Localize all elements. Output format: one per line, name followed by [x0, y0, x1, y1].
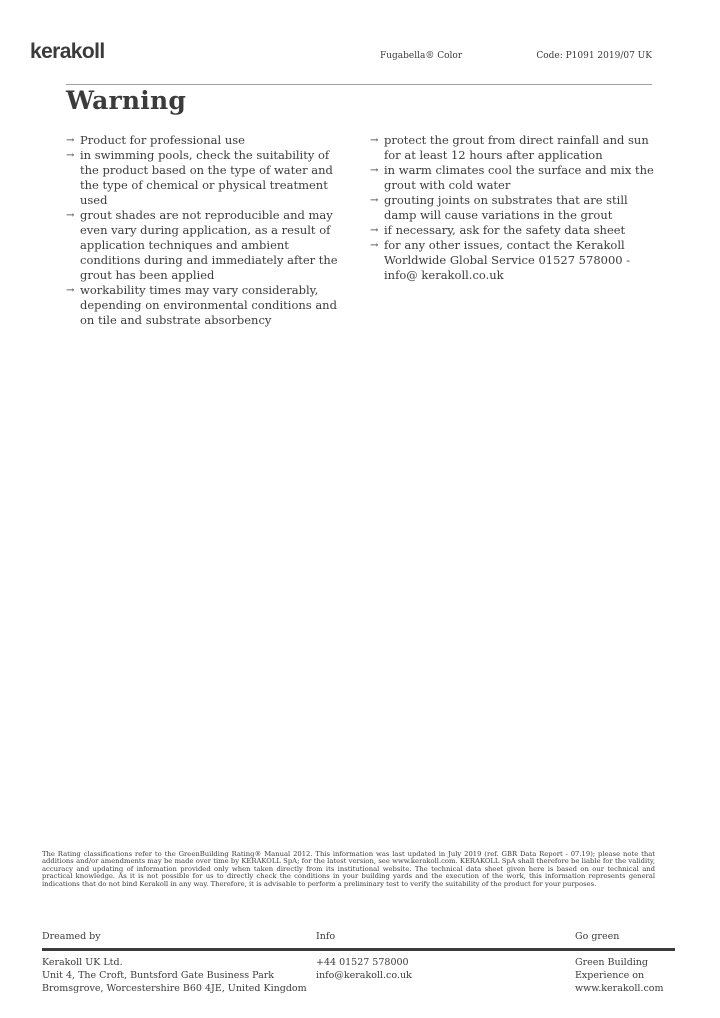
footer-address-line: Unit 4, The Croft, Buntsford Gate Business Park	[42, 970, 275, 981]
arrow-bullet-icon: →	[66, 135, 75, 146]
footer-label-dreamed-by: Dreamed by	[42, 931, 101, 942]
warning-item-text: in warm climates cool the surface and mix the grout with cold water	[384, 163, 654, 192]
warning-item-text: workability times may vary considerably, depending on environmental conditions and on tile and substrate absorbency	[80, 283, 337, 327]
warning-item-text: if necessary, ask for the safety data sheet	[384, 223, 626, 237]
legal-disclaimer: The Rating classifications refer to the GreenBuilding Rating® Manual 2012. This information was last updated in July 2019 (ref. GBR Data Report - 07.19); please note that additions and/or amendments may be made over time by KERAKOLL SpA; for the latest version, see www.kerakoll.com. KERAKOLL SpA shall therefore be liable for the validity, accuracy and updating of information provided only when taken directly from its institutional website. The technical data sheet given here is based on our technical and practical knowledge. As it is not possible for us to directly check the conditions in your building yards and the execution of the work, this information represents general indications that do not bind Kerakoll in any way. Therefore, it is advisable to perform a preliminary test to verify the suitability of the product for your purposes.	[42, 850, 655, 888]
arrow-bullet-icon: →	[370, 135, 379, 146]
warning-item	[66, 148, 350, 208]
footer-go-green-line: www.kerakoll.com	[575, 983, 664, 994]
warning-item	[370, 193, 654, 223]
kerakoll-logo: kerakoll	[30, 40, 105, 63]
warning-column-left	[66, 133, 350, 328]
warning-list-left	[66, 133, 350, 328]
footer-content-row	[42, 956, 675, 995]
footer-address-line: Kerakoll UK Ltd.	[42, 957, 123, 968]
warning-item-text: grout shades are not reproducible and may even vary during application, as a result of application techniques and ambient conditions during and immediately after the grout has been applied	[80, 208, 338, 282]
arrow-bullet-icon: →	[370, 195, 379, 206]
warning-columns	[66, 133, 654, 328]
warning-item-text: protect the grout from direct rainfall and sun for at least 12 hours after application	[384, 133, 649, 162]
warning-item	[66, 133, 350, 148]
warning-item	[370, 238, 654, 283]
warning-item	[66, 208, 350, 283]
warning-column-right	[370, 133, 654, 328]
arrow-bullet-icon: →	[66, 210, 75, 221]
warning-item-text: grouting joints on substrates that are still damp will cause variations in the grout	[384, 193, 628, 222]
warning-item-text: for any other issues, contact the Kerakoll Worldwide Global Service 01527 578000 - info@ kerakoll.co.uk	[384, 238, 631, 282]
footer-go-green-line: Green Building	[575, 957, 649, 968]
footer-label-go-green: Go green	[575, 931, 620, 942]
footer-contact-line: +44 01527 578000	[316, 957, 409, 968]
warning-item-text: in swimming pools, check the suitability of the product based on the type of water and the type of chemical or physical treatment used	[80, 148, 333, 207]
arrow-bullet-icon: →	[370, 225, 379, 236]
footer-divider	[42, 948, 675, 951]
footer-label-info: Info	[316, 931, 336, 942]
header-doc-code: Code: P1091 2019/07 UK	[536, 51, 652, 61]
warning-item	[370, 133, 654, 163]
warning-item	[370, 223, 654, 238]
footer-go-green-line: Experience on	[575, 970, 645, 981]
footer-contact-info	[316, 956, 575, 995]
footer-address-line: Bromsgrove, Worcestershire B60 4JE, United Kingdom	[42, 983, 307, 994]
warning-item-text: Product for professional use	[80, 133, 245, 147]
footer-labels-row	[42, 931, 675, 942]
header-product-name: Fugabella® Color	[380, 51, 463, 61]
arrow-bullet-icon: →	[66, 150, 75, 161]
page-title: Warning	[66, 86, 187, 115]
footer-go-green-info	[575, 956, 675, 995]
arrow-bullet-icon: →	[370, 165, 379, 176]
warning-item	[370, 163, 654, 193]
warning-list-right	[370, 133, 654, 283]
arrow-bullet-icon: →	[66, 285, 75, 296]
warning-item	[66, 283, 350, 328]
footer-contact-line: info@kerakoll.co.uk	[316, 970, 412, 981]
arrow-bullet-icon: →	[370, 240, 379, 251]
footer-company-address	[42, 956, 316, 995]
header-divider	[66, 84, 652, 85]
